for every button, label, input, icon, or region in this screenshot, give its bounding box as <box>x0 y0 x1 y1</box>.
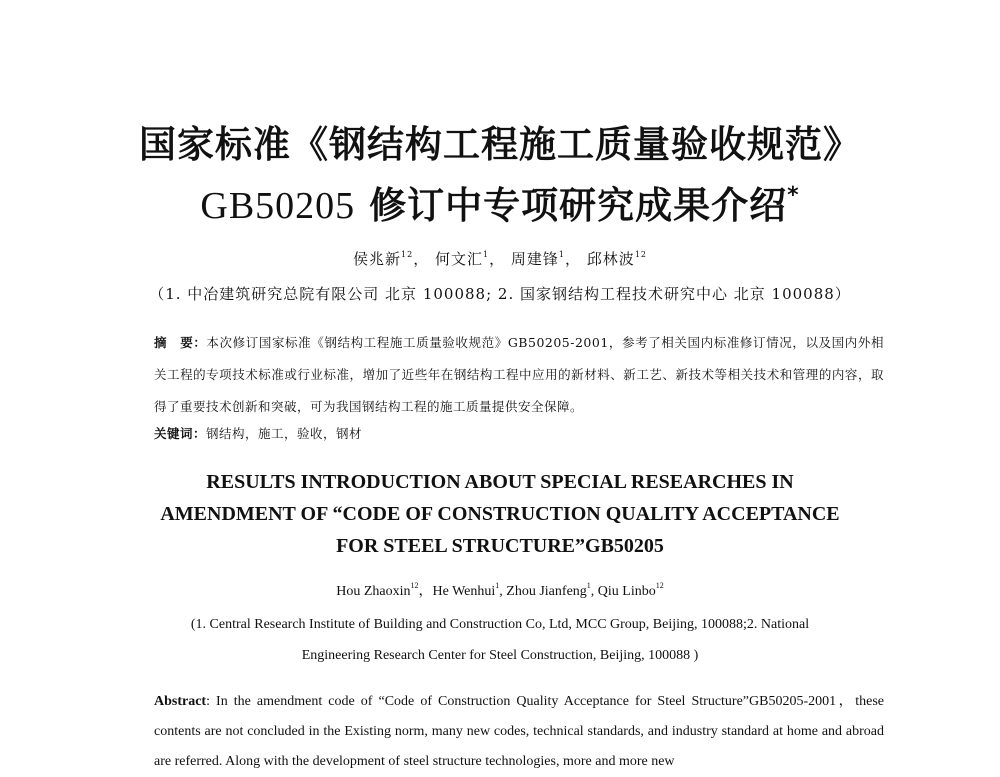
affiliation-en <box>0 609 1000 671</box>
author-affiliation-mark: 1 <box>495 581 500 590</box>
title-footnote-marker: * <box>787 183 800 208</box>
author-name: 周建锋 <box>510 250 559 268</box>
keywords-cn-label: 关键词： <box>154 426 207 441</box>
affiliation-en-line: (1. Central Research Institute of Building and Construction Co, Ltd, MCC Group, Beijing, 100088;2. National <box>190 617 810 632</box>
authors-cn <box>0 248 1000 269</box>
authors-en <box>0 580 1000 600</box>
author-name-en: Qiu Linbo <box>597 584 656 599</box>
affiliation-cn: （1. 中冶建筑研究总院有限公司 北京 100088; 2. 国家钢结构工程技术研究中心 北京 100088） <box>149 285 851 303</box>
author-name-en: He Wenhui <box>432 584 496 599</box>
keywords-cn <box>154 423 884 445</box>
author-affiliation-mark: 1 <box>586 581 591 590</box>
abstract-en-text: : In the amendment code of “Code of Construction Quality Acceptance for Steel Structure”GB50205-2001，these contents are not concluded in the Existing norm, many new codes, technical standards, and industry standard at home and abroad are referred. Along with the development of steel structure technologies, more and more new <box>154 694 884 769</box>
abstract-en-label: Abstract <box>154 694 207 709</box>
author-name-en: Hou Zhaoxin <box>336 584 411 599</box>
author-affiliation-mark: 12 <box>634 250 647 259</box>
title-en-line: FOR STEEL STRUCTURE”GB50205 <box>336 535 664 557</box>
author-name-en: Zhou Jianfeng <box>506 584 587 599</box>
author-affiliation-mark: 1 <box>483 250 490 259</box>
abstract-cn-label: 摘 要： <box>154 335 207 350</box>
abstract-en <box>154 687 884 777</box>
author-affiliation-mark: 12 <box>401 250 414 259</box>
author-separator: , <box>590 584 598 599</box>
title-cn-line1: 国家标准《钢结构工程施工质量验收规范》 <box>139 123 861 166</box>
title-cn-line2 <box>0 175 1000 229</box>
title-cn-line2-text: 修订中专项研究成果介绍 <box>355 184 788 227</box>
affiliation-en-line: Engineering Research Center for Steel Construction, Beijing, 100088 ) <box>301 648 699 663</box>
author-separator: , <box>499 584 507 599</box>
title-en-line: RESULTS INTRODUCTION ABOUT SPECIAL RESEARCHES IN <box>206 471 794 493</box>
abstract-cn <box>154 327 884 423</box>
author-name: 邱林波 <box>586 250 635 268</box>
author-affiliation-mark: 12 <box>410 581 419 590</box>
author-separator: ， <box>418 584 433 599</box>
author-name: 侯兆新 <box>352 250 401 268</box>
author-affiliation-mark: 12 <box>655 581 664 590</box>
keywords-cn-text: 钢结构，施工，验收，钢材 <box>206 426 363 441</box>
author-separator: ， <box>489 250 506 268</box>
author-affiliation-mark: 1 <box>558 250 565 259</box>
author-name: 何文汇 <box>434 250 483 268</box>
author-separator: ， <box>565 250 582 268</box>
title-en <box>0 466 1000 562</box>
abstract-cn-text: 本次修订国家标准《钢结构工程施工质量验收规范》GB50205-2001，参考了相关国内标准修订情况，以及国内外相关工程的专项技术标准或行业标准，增加了近些年在钢结构工程中应用的新材料、新工艺、新技术等相关技术和管理的内容，取得了重要技术创新和突破，可为我国钢结构工程的施工质量提供安全保障。 <box>154 335 884 414</box>
title-cn-code: GB50205 <box>200 185 356 227</box>
title-en-line: AMENDMENT OF “CODE OF CONSTRUCTION QUALITY ACCEPTANCE <box>160 503 840 525</box>
author-separator: ， <box>413 250 430 268</box>
